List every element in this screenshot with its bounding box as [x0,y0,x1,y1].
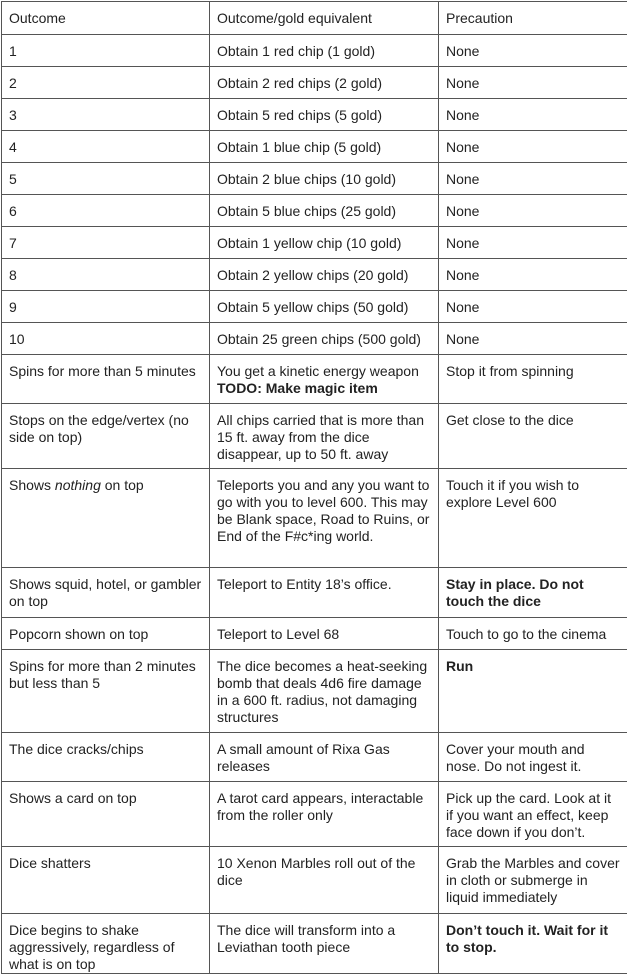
outcome-cell: 8 [2,259,210,291]
table-row [2,650,627,733]
gold-cell: 10 Xenon Marbles roll out of the dice [210,847,439,914]
outcome-cell [2,469,210,568]
precaution-cell: Grab the Marbles and cover in cloth or submerge in liquid immediately [439,847,627,914]
table-row [2,355,627,404]
table-row [2,195,627,227]
gold-cell: Obtain 25 green chips (500 gold) [210,323,439,355]
outcome-cell: Dice shatters [2,847,210,914]
table-row [2,163,627,195]
outcome-cell: The dice cracks/chips [2,733,210,782]
gold-cell: The dice will transform into a Leviathan tooth piece [210,914,439,974]
precaution-cell: None [439,323,627,355]
precaution-cell: Pick up the card. Look at it if you want an effect, keep face down if you don’t. [439,782,627,847]
table-row [2,227,627,259]
precaution-cell: Run [439,650,627,733]
precaution-cell: Stop it from spinning [439,355,627,404]
table-row [2,67,627,99]
precaution-cell: None [439,131,627,163]
precaution-cell: None [439,99,627,131]
gold-cell: Teleport to Level 68 [210,618,439,650]
precaution-cell: None [439,163,627,195]
outcome-cell: 1 [2,35,210,67]
gold-cell: Teleport to Entity 18’s office. [210,568,439,618]
precaution-cell: None [439,35,627,67]
gold-cell: Obtain 1 blue chip (5 gold) [210,131,439,163]
precaution-cell: Stay in place. Do not touch the dice [439,568,627,618]
precaution-cell: Cover your mouth and nose. Do not ingest it. [439,733,627,782]
precaution-cell: None [439,259,627,291]
outcome-cell: 9 [2,291,210,323]
table-row [2,782,627,847]
gold-cell: All chips carried that is more than 15 ft. away from the dice disappear, up to 50 ft. away [210,404,439,469]
table-row [2,404,627,469]
gold-cell: Teleports you and any you want to go with you to level 600. This may be Blank space, Road to Ruins, or End of the F#c*ing world. [210,469,439,568]
precaution-cell: Touch it if you wish to explore Level 600 [439,469,627,568]
table-row [2,914,627,974]
outcome-emphasis: nothing [54,477,101,493]
gold-cell: Obtain 2 blue chips (10 gold) [210,163,439,195]
outcome-cell: 10 [2,323,210,355]
outcome-text: Shows [9,477,55,493]
gold-cell [210,355,439,404]
outcome-cell: Dice begins to shake aggressively, regardless of what is on top [2,914,210,974]
gold-cell: Obtain 5 yellow chips (50 gold) [210,291,439,323]
gold-cell: A tarot card appears, interactable from the roller only [210,782,439,847]
outcome-cell: 2 [2,67,210,99]
gold-cell: Obtain 1 red chip (1 gold) [210,35,439,67]
precaution-cell: None [439,227,627,259]
outcome-cell: Popcorn shown on top [2,618,210,650]
table-row [2,847,627,914]
precaution-cell: None [439,67,627,99]
gold-cell: A small amount of Rixa Gas releases [210,733,439,782]
gold-cell: Obtain 1 yellow chip (10 gold) [210,227,439,259]
outcome-cell: 5 [2,163,210,195]
outcome-cell: 4 [2,131,210,163]
precaution-cell: None [439,291,627,323]
outcome-cell: 3 [2,99,210,131]
header-gold-equivalent: Outcome/gold equivalent [210,2,439,35]
outcome-text: on top [100,477,144,493]
outcome-cell: Shows a card on top [2,782,210,847]
gold-cell: Obtain 2 red chips (2 gold) [210,67,439,99]
outcome-cell: Shows squid, hotel, or gambler on top [2,568,210,618]
table-row [2,568,627,618]
outcome-cell: 7 [2,227,210,259]
gold-cell: Obtain 2 yellow chips (20 gold) [210,259,439,291]
table-row [2,131,627,163]
table-row [2,323,627,355]
precaution-cell: None [439,195,627,227]
table-row [2,35,627,67]
table-row [2,469,627,568]
outcome-cell: Stops on the edge/vertex (no side on top) [2,404,210,469]
table-row [2,99,627,131]
table-row [2,259,627,291]
table-row [2,291,627,323]
header-row [2,2,627,35]
header-precaution: Precaution [439,2,627,35]
outcome-cell: 6 [2,195,210,227]
gold-cell: Obtain 5 red chips (5 gold) [210,99,439,131]
precaution-cell: Touch to go to the cinema [439,618,627,650]
gold-text: You get a kinetic energy weapon [217,363,419,379]
precaution-cell: Don’t touch it. Wait for it to stop. [439,914,627,974]
gold-cell: The dice becomes a heat-seeking bomb that deals 4d6 fire damage in a 600 ft. radius, not damaging structures [210,650,439,733]
table-row [2,733,627,782]
outcome-table [1,1,627,974]
outcome-cell: Spins for more than 2 minutes but less than 5 [2,650,210,733]
todo-note: TODO: Make magic item [217,380,378,396]
table-row [2,618,627,650]
precaution-cell: Get close to the dice [439,404,627,469]
outcome-cell: Spins for more than 5 minutes [2,355,210,404]
header-outcome: Outcome [2,2,210,35]
gold-cell: Obtain 5 blue chips (25 gold) [210,195,439,227]
